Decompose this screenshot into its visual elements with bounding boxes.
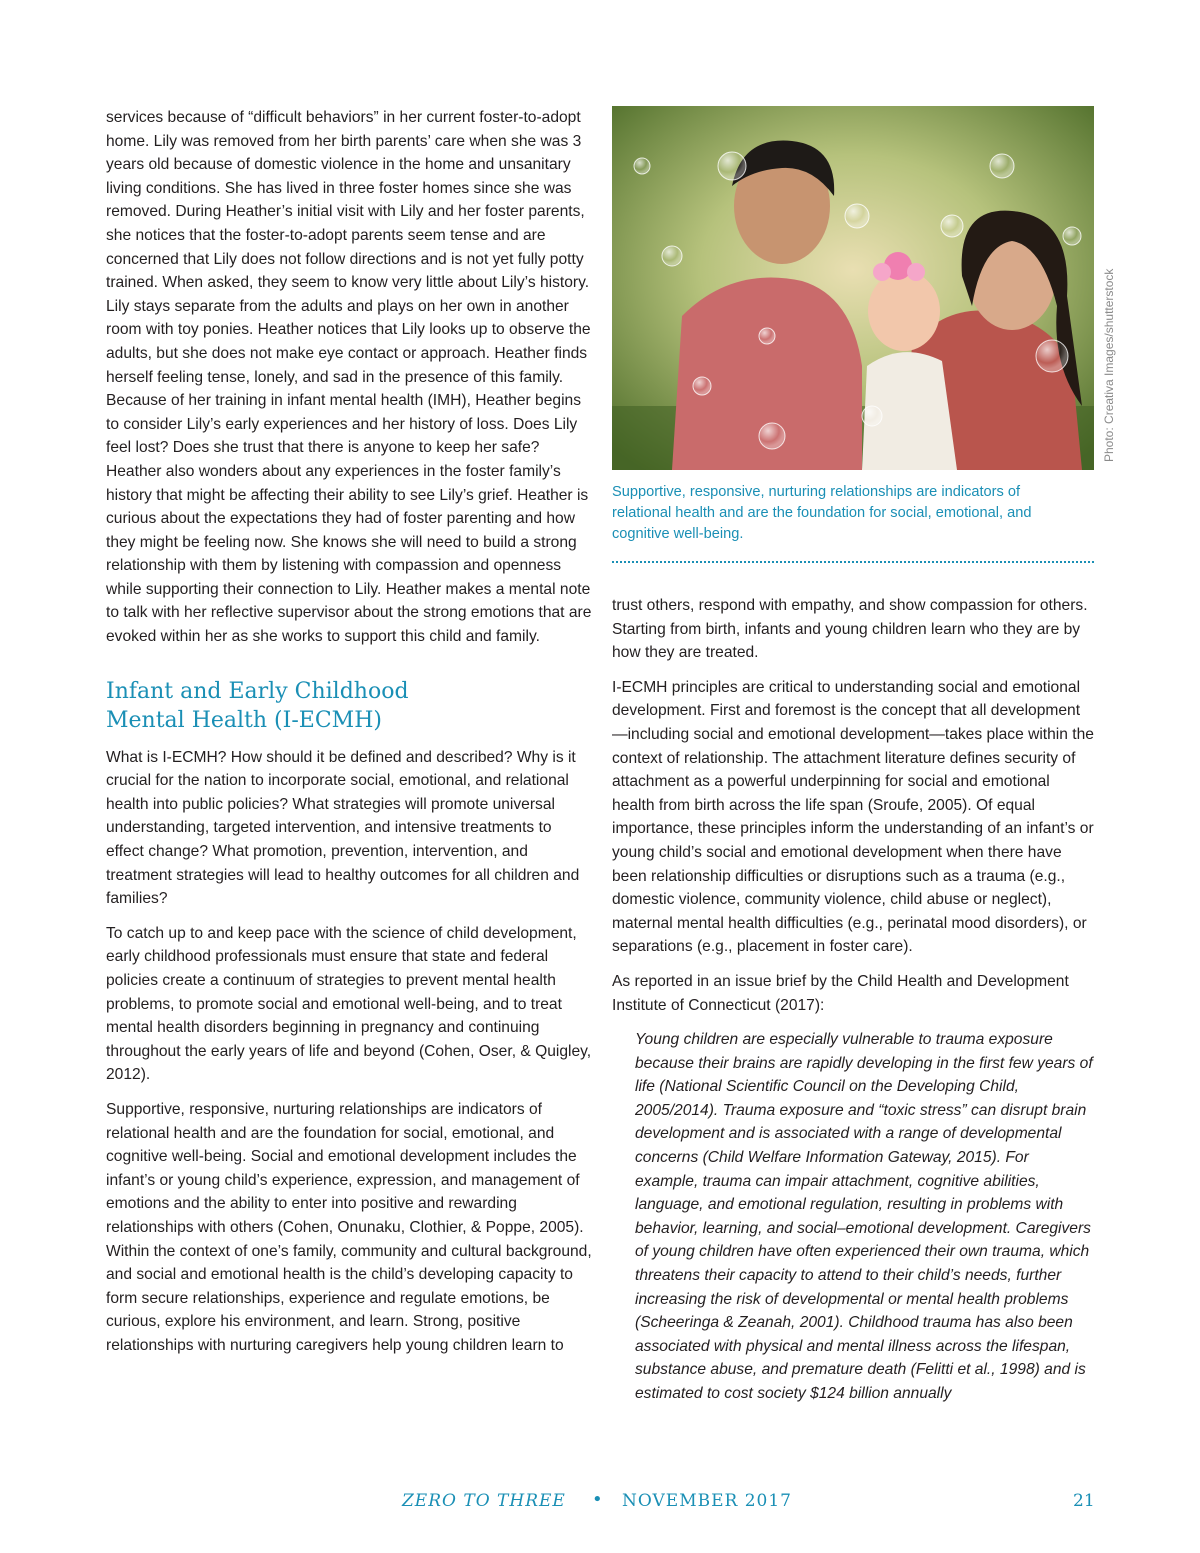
section-heading <box>106 677 592 735</box>
right-column <box>612 594 1094 1417</box>
issue-date: NOVEMBER 2017 <box>622 1491 792 1511</box>
left-column <box>106 106 592 1369</box>
body-paragraph: trust others, respond with empathy, and show compassion for others. Starting from birth, infants and young children learn who they are by how they are treated. <box>612 597 1088 662</box>
block-quote: Young children are especially vulnerable to trauma exposure because their brains are rapidly developing in the first few years of life (National Scientific Council on the Developing Child, 2005/2014). Trauma exposure and “toxic stress” can disrupt brain development and is associated with a range of developmental concerns (Child Welfare Information Gateway, 2015). For example, trauma can impair attachment, cognitive abilities, language, and emotional regulation, resulting in problems with behavior, learning, and social–emotional development. Caregivers of young children have often experienced their own trauma, which threatens their capacity to attend to their child’s needs, further increasing the risk of developmental or mental health problems (Scheeringa & Zeanah, 2001). Childhood trauma has also been associated with physical and mental illness across the lifespan, substance abuse, and premature death (Felitti et al., 1998) and is estimated to cost society $124 billion annually <box>635 1031 1093 1402</box>
publication-name: ZERO TO THREE <box>402 1491 566 1511</box>
photo-credit: Photo: Creativa Images/shutterstock <box>1102 268 1116 462</box>
body-paragraph: What is I-ECMH? How should it be defined and described? Why is it crucial for the nation to incorporate social, emotional, and relational health into public policies? What strategies will promote universal understanding, targeted intervention, and intensive treatments to effect change? What promotion, prevention, intervention, and treatment strategies will lead to healthy outcomes for all children and families? <box>106 748 580 908</box>
photo-caption: Supportive, responsive, nurturing relationships are indicators of relational health and are the foundation for social, emotional, and cognitive well-being. <box>612 484 1032 542</box>
section-heading-line2: Mental Health (I-ECMH) <box>106 707 382 733</box>
body-paragraph: To catch up to and keep pace with the science of child development, early childhood professionals must ensure that state and federal policies create a continuum of strategies to prevent mental health problems, to promote social and emotional well-being, and to treat mental health disorders beginning in pregnancy and continuing throughout the early years of life and beyond (Cohen, Oser, & Quigley, 2012). <box>106 924 592 1084</box>
caption-divider <box>612 561 1094 563</box>
body-paragraph: As reported in an issue brief by the Child Health and Development Institute of Connecticut (2017): <box>612 972 1069 1014</box>
body-paragraph: Supportive, responsive, nurturing relationships are indicators of relational health and are the foundation for social, emotional, and cognitive well-being. Social and emotional development includes the infant’s or young child’s experience, expression, and management of emotions and the ability to enter into positive and rewarding relationships with others (Cohen, Onunaku, Clothier, & Poppe, 2005). Within the context of one’s family, community and cultural background, and social and emotional health is the child’s developing capacity to form secure relationships, experience and regulate emotions, be curious, explore his environment, and learn. Strong, positive relationships with nurturing caregivers help young children learn to <box>106 1100 592 1354</box>
body-paragraph: I-ECMH principles are critical to understanding social and emotional development. First and foremost is the concept that all development—including social and emotional development—takes place within the context of relationship. The attachment literature defines security of attachment as a powerful underpinning for social and emotional health from birth across the life span (Sroufe, 2005). Of equal importance, these principles inform the understanding of an infant’s or young child’s social and emotional development when there have been relationship difficulties or disruptions such as a trauma (e.g., domestic violence, community violence, child abuse or neglect), maternal mental health difficulties (e.g., perinatal mood disorders), or separations (e.g., placement in foster care). <box>612 678 1094 956</box>
page-number: 21 <box>1073 1491 1095 1511</box>
section-heading-line1: Infant and Early Childhood <box>106 678 409 704</box>
footer-separator: • <box>592 1489 603 1510</box>
page-footer <box>0 1487 1200 1517</box>
family-photo-illustration <box>612 106 1094 470</box>
family-photo <box>612 106 1094 470</box>
body-paragraph: services because of “difficult behaviors” in her current foster-to-adopt home. Lily was removed from her birth parents’ care when she was 3 years old because of domestic violence in the home and unsanitary living conditions. She has lived in three foster homes since she was removed. During Heather’s initial visit with Lily and her foster parents, she notices that the foster-to-adopt parents seem tense and are concerned that Lily does not follow directions and is not yet fully potty trained. When asked, they seem to know very little about Lily’s history. Lily stays separate from the adults and plays on her own in another room with toy ponies. Heather notices that Lily looks up to observe the adults, but she does not make eye contact or approach. Heather finds herself feeling tense, lonely, and sad in the presence of this family. Because of her training in infant mental health (IMH), Heather begins to consider Lily’s early experiences and her history of loss. Does Lily feel lost? Does she trust that there is anyone to keep her safe? Heather also wonders about any experiences in the foster family’s history that might be affecting their ability to see Lily’s grief. Heather is curious about the expectations they had of foster parenting and how they might be feeling now. She knows she will need to build a strong relationship with them by listening with compassion and openness while supporting their connection to Lily. Heather makes a mental note to talk with her reflective supervisor about the strong emotions that are evoked within her as she works to support this child and family. <box>106 109 592 646</box>
